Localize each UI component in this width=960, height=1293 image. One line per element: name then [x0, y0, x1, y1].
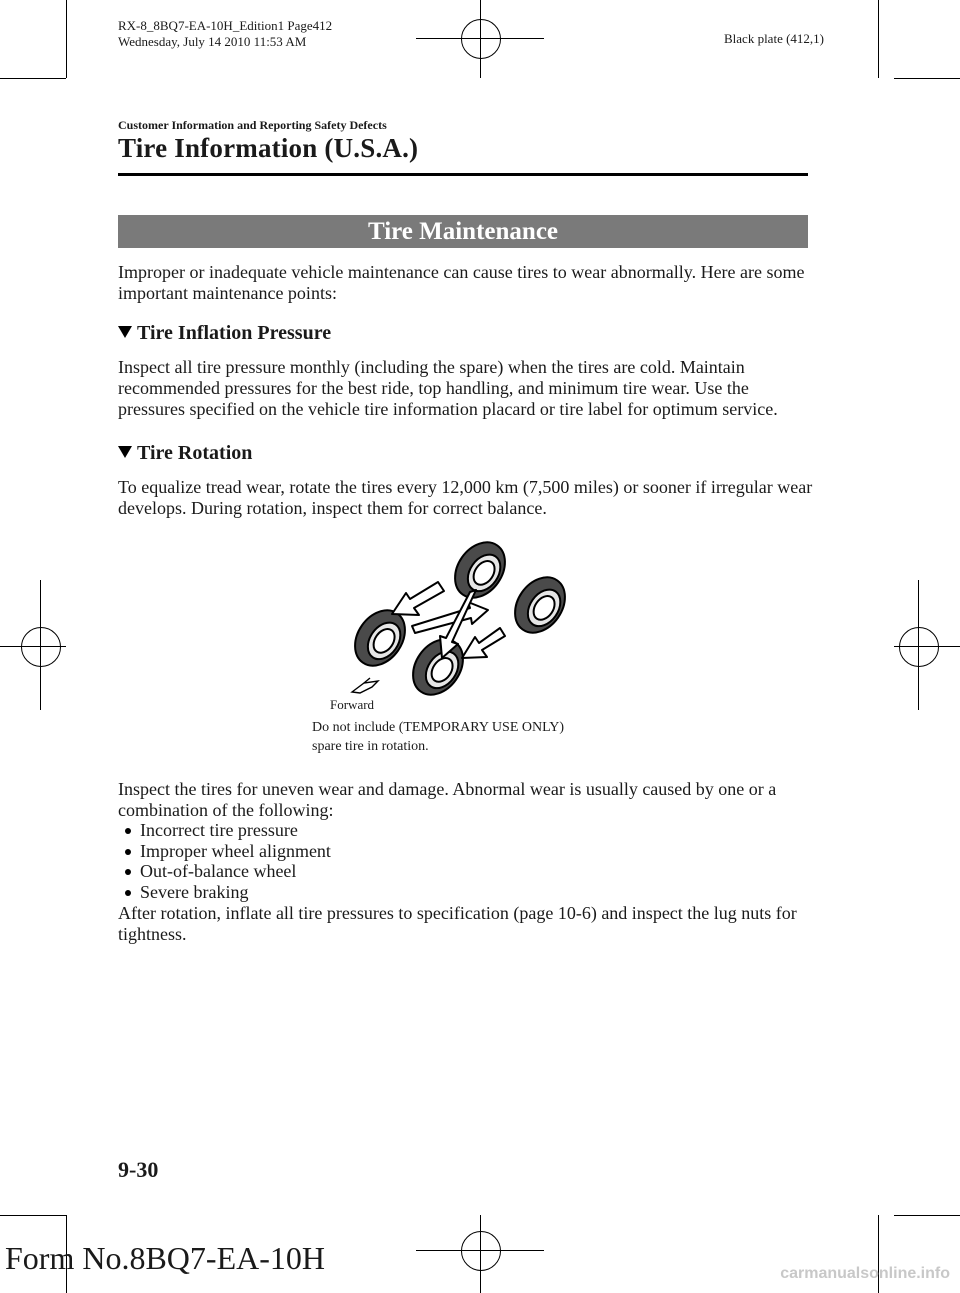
- rotation-paragraph: To equalize tread wear, rotate the tires every 12,000 km (7,500 miles) or sooner if irregular wear develops. During rotation, inspect them for correct balance.: [118, 477, 813, 518]
- rotation-heading: Tire Rotation: [118, 442, 252, 465]
- figure-caption-line: Do not include (TEMPORARY USE ONLY): [312, 720, 565, 735]
- triangle-icon: [118, 446, 132, 458]
- page-number: 9-30: [118, 1157, 159, 1182]
- list-item: Improper wheel alignment: [118, 841, 331, 862]
- page-title: Tire Information (U.S.A.): [118, 133, 419, 163]
- tire-front-right: [445, 533, 515, 607]
- inflation-paragraph: Inspect all tire pressure monthly (including the spare) when the tires are cold. Maintain recommended pressures for the best ride, top handling, and minimum tire wear. Use the pressures specified on the vehicle tire information placard or tire label for optimum service.: [118, 357, 778, 419]
- list-item: Incorrect tire pressure: [118, 820, 331, 841]
- inflation-heading: Tire Inflation Pressure: [118, 322, 331, 345]
- form-number: Form No.8BQ7-EA-10H: [5, 1240, 325, 1276]
- causes-list: [118, 820, 331, 902]
- forward-hand-icon: [352, 678, 378, 693]
- inspect-paragraph: Inspect the tires for uneven wear and damage. Abnormal wear is usually caused by one or a combination of the following:: [118, 779, 777, 820]
- print-meta: [118, 18, 332, 50]
- list-item: Out-of-balance wheel: [118, 861, 331, 882]
- list-item: Severe braking: [118, 882, 331, 903]
- rotation-arrow: [392, 582, 444, 615]
- print-meta-date: Wednesday, July 14 2010 11:53 AM: [118, 34, 307, 49]
- intro-paragraph: Improper or inadequate vehicle maintenance can cause tires to wear abnormally. Here are some important maintenance points:: [118, 262, 805, 303]
- rotation-arrow: [462, 628, 505, 658]
- heading-rule: [118, 173, 808, 176]
- watermark: carmanualsonline.info: [780, 1265, 950, 1282]
- print-meta-file: RX-8_8BQ7-EA-10H_Edition1 Page412: [118, 18, 333, 33]
- tire-rear-left: [403, 630, 473, 700]
- section-label: Customer Information and Reporting Safety Defects: [118, 118, 387, 132]
- figure-caption: [312, 718, 564, 756]
- plate-label: Black plate (412,1): [724, 31, 824, 46]
- triangle-icon: [118, 326, 132, 338]
- tire-rear-right: [505, 568, 575, 642]
- tire-rotation-diagram: [330, 530, 590, 700]
- section-banner: Tire Maintenance: [118, 215, 808, 248]
- after-rotation-paragraph: After rotation, inflate all tire pressures to specification (page 10-6) and inspect the lug nuts for tightness.: [118, 903, 797, 944]
- forward-label: Forward: [330, 697, 375, 712]
- figure-caption-line: spare tire in rotation.: [312, 739, 429, 754]
